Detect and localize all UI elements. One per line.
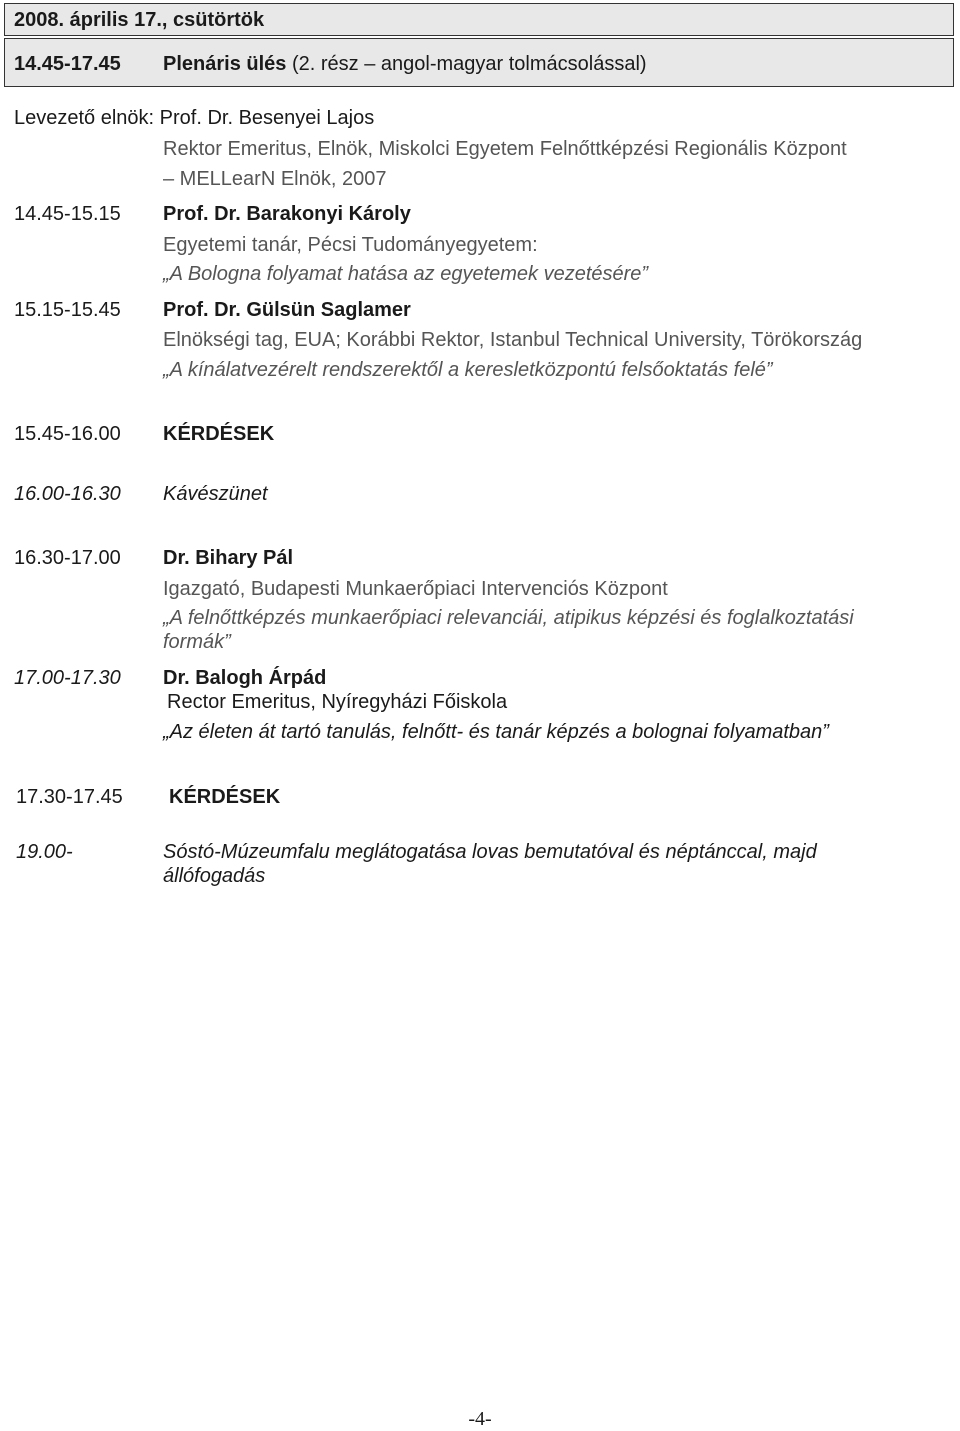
chair-role-2: – MELLearN Elnök, 2007 bbox=[163, 168, 387, 190]
item-time: 17.30-17.45 bbox=[16, 786, 123, 808]
item-speaker: Dr. Balogh Árpád bbox=[163, 667, 327, 689]
chair-row bbox=[14, 106, 374, 130]
evening-program-line1: Sóstó-Múzeumfalu meglátogatása lovas bemutatóval és néptánccal, majd bbox=[163, 841, 817, 863]
item-talk-title: „A Bologna folyamat hatása az egyetemek vezetésére” bbox=[163, 263, 649, 285]
item-time: 16.30-17.00 bbox=[14, 547, 121, 569]
item-talk-title-line2: formák” bbox=[163, 631, 231, 653]
coffee-break-label: Kávészünet bbox=[163, 483, 268, 505]
item-talk-title-line1: „A felnőttképzés munkaerőpiaci relevanciái, atipikus képzési és foglalkoztatási bbox=[163, 607, 854, 629]
session-time: 14.45-17.45 bbox=[14, 53, 121, 75]
item-affiliation: Elnökségi tag, EUA; Korábbi Rektor, Istanbul Technical University, Törökország bbox=[163, 329, 863, 351]
evening-program-line2: állófogadás bbox=[163, 865, 266, 887]
session-title: Plenáris ülés bbox=[163, 53, 287, 75]
chair-label: Levezető elnök: bbox=[14, 107, 155, 129]
page-number: -4- bbox=[468, 1408, 492, 1430]
item-talk-title: „Az életen át tartó tanulás, felnőtt- és tanár képzés a bolognai folyamatban” bbox=[163, 721, 829, 743]
item-affiliation: Egyetemi tanár, Pécsi Tudományegyetem: bbox=[163, 234, 538, 256]
item-time: 16.00-16.30 bbox=[14, 483, 121, 505]
item-time: 15.45-16.00 bbox=[14, 423, 121, 445]
item-time: 15.15-15.45 bbox=[14, 299, 121, 321]
item-speaker: Dr. Bihary Pál bbox=[163, 547, 294, 569]
chair-name: Prof. Dr. Besenyei Lajos bbox=[159, 107, 375, 129]
item-talk-title: „A kínálatvezérelt rendszerektől a keresletközpontú felsőoktatás felé” bbox=[163, 359, 773, 381]
item-affiliation: Rector Emeritus, Nyíregyházi Főiskola bbox=[167, 691, 508, 713]
session-title-row bbox=[163, 52, 647, 76]
item-time: 19.00- bbox=[16, 841, 73, 863]
item-speaker: Prof. Dr. Barakonyi Károly bbox=[163, 203, 411, 225]
item-affiliation: Igazgató, Budapesti Munkaerőpiaci Intervenciós Központ bbox=[163, 578, 668, 600]
item-time: 17.00-17.30 bbox=[14, 667, 121, 689]
session-note: (2. rész – angol-magyar tolmácsolással) bbox=[291, 53, 647, 75]
chair-role-1: Rektor Emeritus, Elnök, Miskolci Egyetem Felnőttképzési Regionális Központ bbox=[163, 138, 847, 160]
item-time: 14.45-15.15 bbox=[14, 203, 121, 225]
questions-label: KÉRDÉSEK bbox=[169, 786, 281, 808]
date-header: 2008. április 17., csütörtök bbox=[14, 9, 265, 31]
item-speaker: Prof. Dr. Gülsün Saglamer bbox=[163, 299, 411, 321]
questions-label: KÉRDÉSEK bbox=[163, 423, 275, 445]
